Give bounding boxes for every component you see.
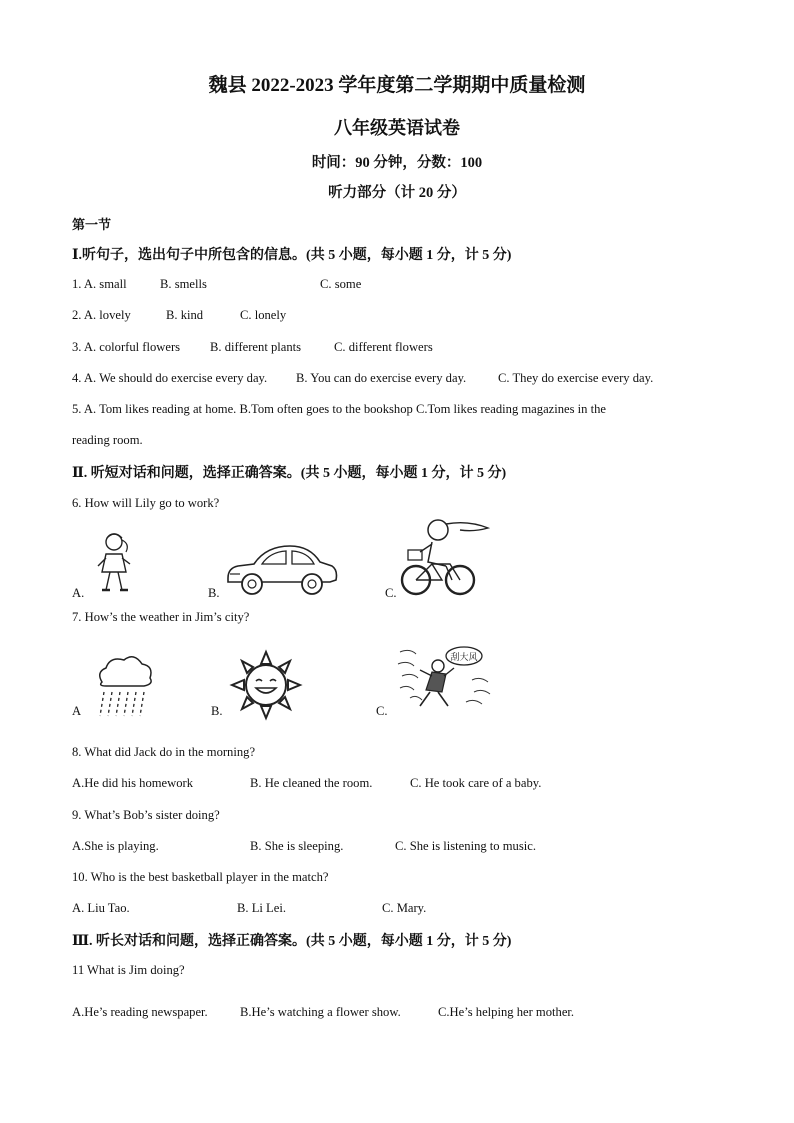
q3-option-b: B. different plants [210, 340, 302, 354]
exam-info: 时间：90 分钟，分数：100 [311, 155, 483, 171]
q3-option-a: 3. A. colorful flowers [72, 340, 181, 354]
q9-option-c: C. She is listening to music. [395, 839, 536, 853]
q1-option-c: C. some [320, 277, 362, 291]
q6-question: 6. How will Lily go to work? [72, 496, 220, 510]
car-icon [224, 540, 340, 596]
sun-icon [232, 652, 300, 718]
part1-heading: Ⅰ.听句子，选出句子中所包含的信息。(共 5 小题，每小题 1 分，计 5 分) [72, 248, 512, 263]
paper-subtitle: 八年级英语试卷 [334, 118, 460, 138]
q9-option-a: A.She is playing. [72, 839, 159, 853]
q4-option-b: B. You can do exercise every day. [296, 371, 467, 385]
q7-label-b: B. [211, 704, 223, 718]
section-label: 第一节 [72, 217, 112, 232]
q8-question: 8. What did Jack do in the morning? [72, 745, 256, 759]
q7-question: 7. How’s the weather in Jim’s city? [72, 610, 250, 624]
q6-label-c: C. [385, 586, 397, 600]
q4-option-c: C. They do exercise every day. [498, 371, 654, 385]
page-title: 魏县 2022-2023 学年度第二学期期中质量检测 [208, 75, 586, 96]
part2-heading: Ⅱ. 听短对话和问题，选择正确答案。(共 5 小题，每小题 1 分，计 5 分) [72, 466, 507, 481]
q1-option-a: 1. A. small [72, 277, 127, 291]
q9-question: 9. What’s Bob’s sister doing? [72, 808, 220, 822]
q10-option-b: B. Li Lei. [237, 901, 286, 915]
q11-option-a: A.He’s reading newspaper. [72, 1005, 208, 1019]
q10-option-c: C. Mary. [382, 901, 427, 915]
q5-line1: 5. A. Tom likes reading at home. B.Tom often goes to the bookshop C.Tom likes reading magazines in the [72, 402, 607, 416]
listening-section-title: 听力部分（计 20 分） [328, 185, 466, 201]
q11-option-c: C.He’s helping her mother. [438, 1005, 575, 1019]
q3-option-c: C. different flowers [334, 340, 433, 354]
q8-option-a: A.He did his homework [72, 776, 194, 790]
q11-question: 11 What is Jim doing? [72, 963, 185, 977]
q2-option-a: 2. A. lovely [72, 308, 131, 322]
q2-option-c: C. lonely [240, 308, 287, 322]
q7-label-a: A [72, 704, 82, 718]
q1-option-b: B. smells [160, 277, 207, 291]
q7-label-c: C. [376, 704, 388, 718]
wind-sign-text: 刮大风 [450, 653, 478, 663]
q4-option-a: 4. A. We should do exercise every day. [72, 371, 268, 385]
part3-heading: Ⅲ. 听长对话和问题，选择正确答案。(共 5 小题，每小题 1 分，计 5 分) [72, 934, 512, 949]
q9-option-b: B. She is sleeping. [250, 839, 344, 853]
windy-man-icon [396, 640, 492, 712]
q10-question: 10. Who is the best basketball player in the match? [72, 870, 329, 884]
q6-label-a: A. [72, 586, 85, 600]
q8-option-b: B. He cleaned the room. [250, 776, 373, 790]
q5-line2: reading room. [72, 433, 143, 447]
rain-cloud-icon [94, 654, 156, 718]
cycling-girl-icon [398, 516, 492, 598]
q11-option-b: B.He’s watching a flower show. [240, 1005, 401, 1019]
q10-option-a: A. Liu Tao. [72, 901, 130, 915]
walking-girl-icon [92, 530, 137, 598]
q2-option-b: B. kind [166, 308, 204, 322]
q8-option-c: C. He took care of a baby. [410, 776, 542, 790]
q6-label-b: B. [208, 586, 220, 600]
